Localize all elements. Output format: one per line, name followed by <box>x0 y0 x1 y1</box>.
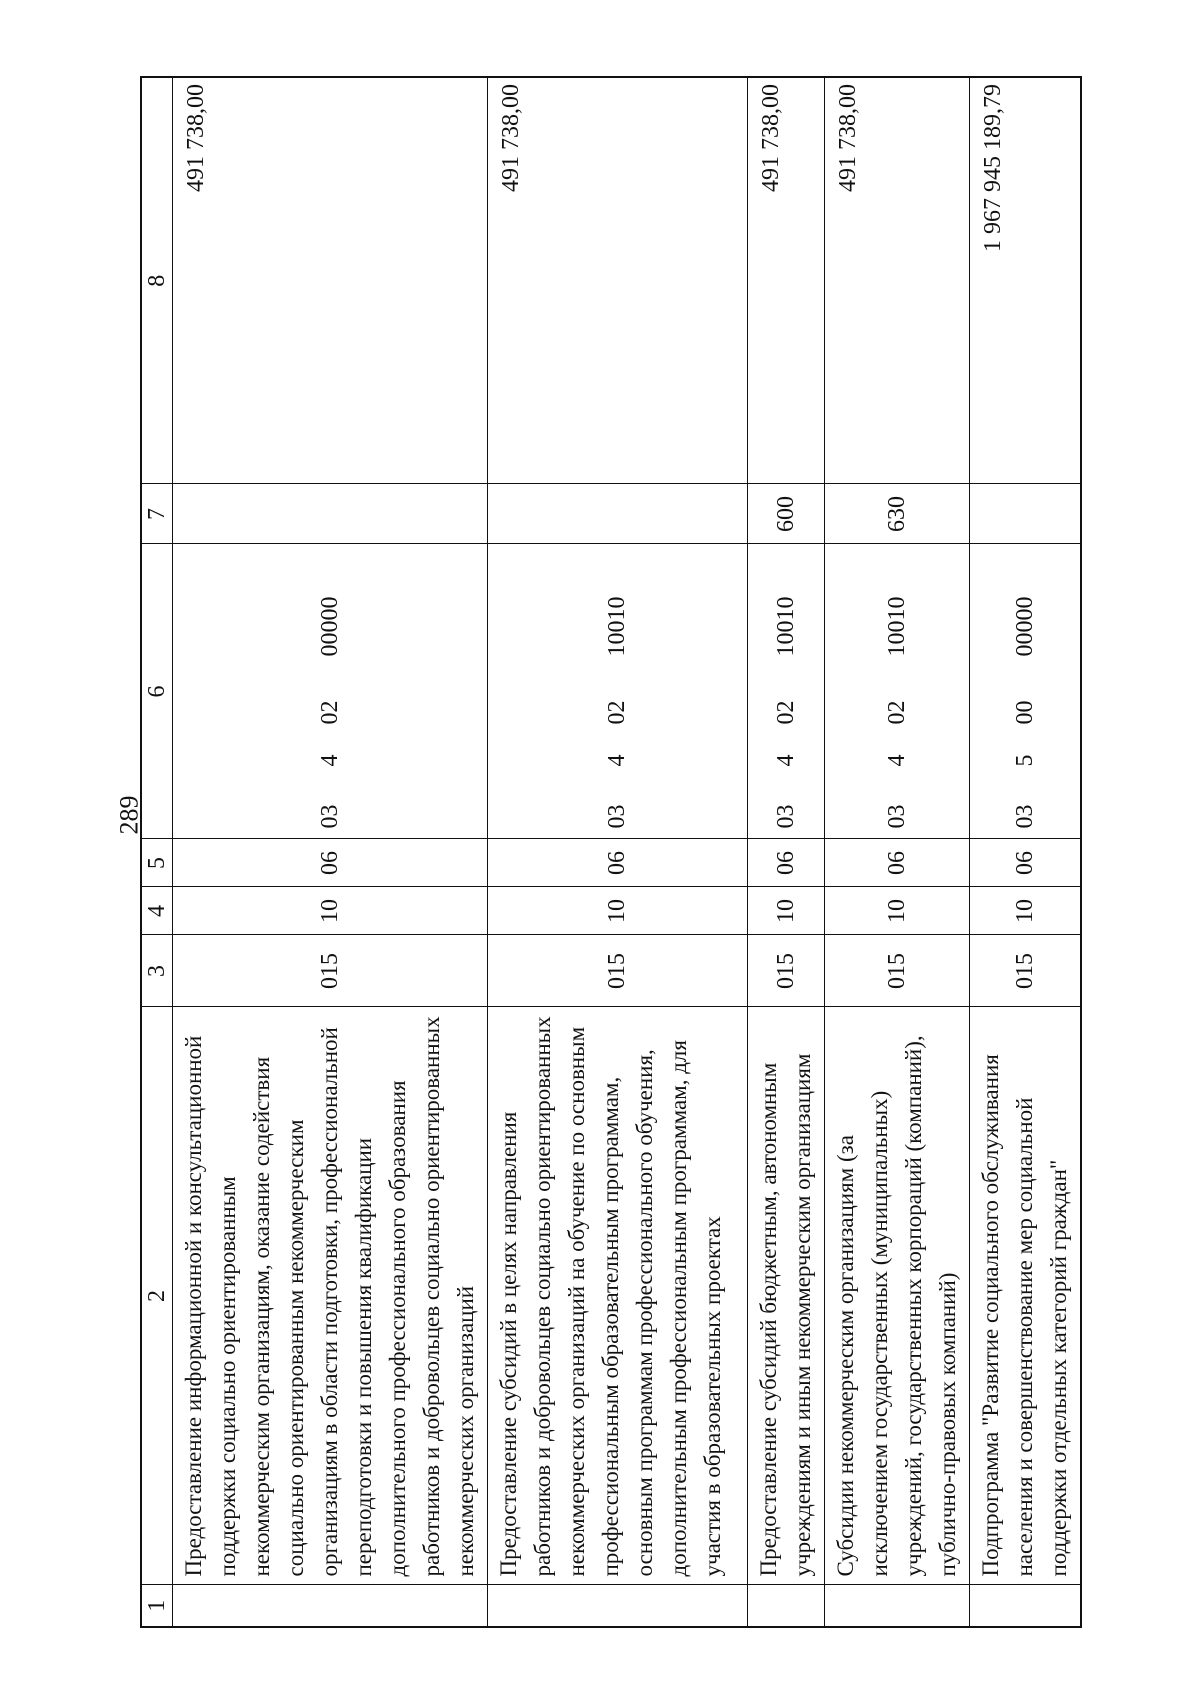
col-header-1: 1 <box>141 1585 173 1627</box>
code-part: 4 <box>772 754 799 767</box>
page-number: 289 <box>114 795 144 835</box>
code-part: 00000 <box>316 596 343 657</box>
ministry-code: 015 <box>825 935 970 1007</box>
section-code: 10 <box>748 887 825 935</box>
code-part: 03 <box>772 804 799 829</box>
code-part: 10010 <box>883 596 910 657</box>
expense-type-code <box>173 484 488 544</box>
expense-type-code: 630 <box>825 484 970 544</box>
code-part: 10010 <box>772 596 799 657</box>
subsection-code: 06 <box>488 839 748 887</box>
code-part: 02 <box>883 700 910 725</box>
code-part: 4 <box>316 754 343 767</box>
code-part: 4 <box>604 754 630 767</box>
code-part: 02 <box>316 700 343 725</box>
col-header-7: 7 <box>141 484 173 544</box>
expense-type-code: 600 <box>748 484 825 544</box>
row-description: Предоставление субсидий бюджетным, автономным учреждениям и иным некоммерческим организациям <box>748 1007 825 1585</box>
code-part: 10010 <box>604 596 630 657</box>
subsection-code: 06 <box>825 839 970 887</box>
table-row <box>488 77 748 1627</box>
amount: 1 967 945 189,79 <box>970 77 1082 484</box>
code-part: 03 <box>316 804 343 829</box>
amount: 491 738,00 <box>825 77 970 484</box>
section-code: 10 <box>173 887 488 935</box>
code-part: 4 <box>883 754 910 767</box>
code-part: 00 <box>1011 700 1038 725</box>
subsection-code: 06 <box>748 839 825 887</box>
section-code: 10 <box>970 887 1082 935</box>
code-part: 02 <box>604 700 630 725</box>
row-index <box>173 1585 488 1627</box>
code-part: 03 <box>883 804 910 829</box>
header-row <box>141 77 173 1627</box>
amount: 491 738,00 <box>488 77 748 484</box>
expense-type-code <box>488 484 748 544</box>
target-article-code <box>748 544 825 839</box>
row-index <box>970 1585 1082 1627</box>
target-article-code <box>970 544 1082 839</box>
col-header-2: 2 <box>141 1007 173 1585</box>
subsection-code: 06 <box>173 839 488 887</box>
row-description: Подпрограмма "Развитие социального обслуживания населения и совершенствование мер социальной поддержки отдельных категорий граждан" <box>970 1007 1082 1585</box>
row-description: Субсидии некоммерческим организациям (за исключением государственных (муниципальных) учреждений, государственных корпораций (компаний), публично-правовых компаний) <box>825 1007 970 1585</box>
ministry-code: 015 <box>970 935 1082 1007</box>
ministry-code: 015 <box>488 935 748 1007</box>
section-code: 10 <box>825 887 970 935</box>
row-description: Предоставление субсидий в целях направления работников и добровольцев социально ориентированных некоммерческих организаций на обучение по основным профессиональным образовательным программам, основным программам профессионального обучения, дополнительным профессиональным программам, для участия в образовательных проектах <box>488 1007 748 1585</box>
col-header-6: 6 <box>141 544 173 839</box>
row-description: Предоставление информационной и консультационной поддержки социально ориентированным некоммерческим организациям, оказание содействия социально ориентированным некоммерческим организациям в области подготовки, профессиональной переподготовки и повышения квалификации дополнительного профессионального образования работников и добровольцев социально ориентированных некоммерческих организаций <box>173 1007 488 1585</box>
col-header-4: 4 <box>141 887 173 935</box>
code-part: 5 <box>1011 754 1038 767</box>
col-header-5: 5 <box>141 839 173 887</box>
subsection-code: 06 <box>970 839 1082 887</box>
ministry-code: 015 <box>173 935 488 1007</box>
col-header-8: 8 <box>141 77 173 484</box>
target-article-code <box>173 544 488 839</box>
code-part: 03 <box>604 804 630 829</box>
rotated-page <box>140 78 1080 1628</box>
code-part: 00000 <box>1011 596 1038 657</box>
amount: 491 738,00 <box>173 77 488 484</box>
code-part: 02 <box>772 700 799 725</box>
row-index <box>748 1585 825 1627</box>
expense-type-code <box>970 484 1082 544</box>
table-row <box>825 77 970 1627</box>
table-row <box>970 77 1082 1627</box>
table-row <box>173 77 488 1627</box>
budget-table <box>140 76 1082 1628</box>
row-index <box>488 1585 748 1627</box>
row-index <box>825 1585 970 1627</box>
target-article-code <box>488 544 748 839</box>
col-header-3: 3 <box>141 935 173 1007</box>
table-row <box>748 77 825 1627</box>
section-code: 10 <box>488 887 748 935</box>
code-part: 03 <box>1011 804 1038 829</box>
target-article-code <box>825 544 970 839</box>
amount: 491 738,00 <box>748 77 825 484</box>
ministry-code: 015 <box>748 935 825 1007</box>
